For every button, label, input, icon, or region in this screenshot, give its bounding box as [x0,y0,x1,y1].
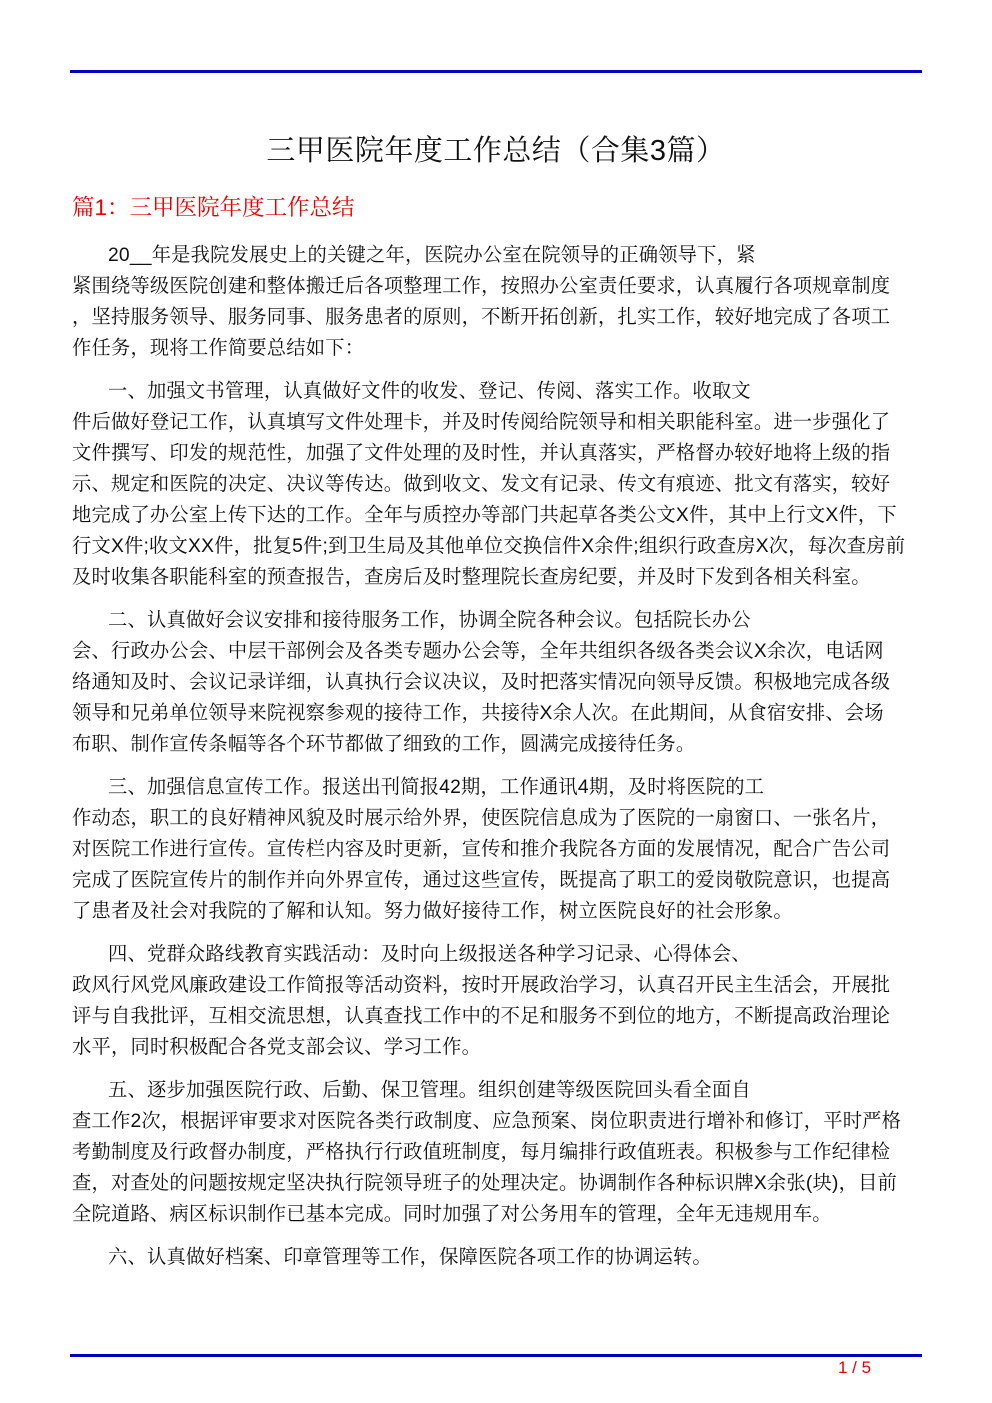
paragraph-line: 作任务，现将工作简要总结如下： [72,338,365,359]
paragraph-line: 布职、制作宣传条幅等各个环节都做了细致的工作，圆满完成接待任务。 [72,734,696,755]
paragraph-line: 紧围绕等级医院创建和整体搬迁后各项整理工作，按照办公室责任要求，认真履行各项规章制度 [72,276,891,297]
paragraph-line: 示、规定和医院的决定、决议等传达。做到收文、发文有记录、传文有痕迹、批文有落实，较好 [72,474,891,495]
paragraph-line: 20__年是我院发展史上的关键之年，医院办公室在院领导的正确领导下，紧 [108,245,756,266]
paragraph-line: 完成了医院宣传片的制作并向外界宣传，通过这些宣传，既提高了职工的爱岗敬院意识，也提高 [72,870,891,891]
paragraph-line: 作动态，职工的良好精神风貌及时展示给外界，使医院信息成为了医院的一扇窗口、一张名片， [72,808,891,829]
paragraph-line: 及时收集各职能科室的预查报告，查房后及时整理院长查房纪要，并及时下发到各相关科室。 [72,567,871,588]
paragraph-line: 文件撰写、印发的规范性，加强了文件处理的及时性，并认真落实，严格督办较好地将上级的指 [72,443,891,464]
paragraph-line: 查，对查处的问题按规定坚决执行院领导班子的处理决定。协调制作各种标识牌X余张(块)，目前 [72,1173,898,1194]
section-heading: 篇1：三甲医院年度工作总结 [72,195,355,220]
paragraph-line: 二、认真做好会议安排和接待服务工作，协调全院各种会议。包括院长办公 [108,610,751,631]
paragraph-line: 领导和兄弟单位领导来院视察参观的接待工作，共接待X余人次。在此期间，从食宿安排、会场 [72,703,884,724]
paragraph-line: 水平，同时积极配合各党支部会议、学习工作。 [72,1037,482,1058]
paragraph-line: 六、认真做好档案、印章管理等工作，保障医院各项工作的协调运转。 [108,1247,712,1268]
paragraph-line: 三、加强信息宣传工作。报送出刊简报42期，工作通讯4期，及时将医院的工 [108,777,765,798]
footer-rule [70,1354,922,1357]
paragraph-line: 件后做好登记工作，认真填写文件处理卡，并及时传阅给院领导和相关职能科室。进一步强化了 [72,412,891,433]
paragraph [72,1075,922,1230]
header-rule [70,70,922,73]
paragraph-line: 对医院工作进行宣传。宣传栏内容及时更新，宣传和推介我院各方面的发展情况，配合广告公司 [72,839,891,860]
paragraph-line: 行文X件;收文XX件，批复5件;到卫生局及其他单位交换信件X余件;组织行政查房X次，每次查房前 [72,536,906,557]
paragraph-line: 全院道路、病区标识制作已基本完成。同时加强了对公务用车的管理，全年无违规用车。 [72,1204,832,1225]
document-body [72,240,922,1285]
paragraph-line: 了患者及社会对我院的了解和认知。努力做好接待工作，树立医院良好的社会形象。 [72,901,793,922]
paragraph-line: 考勤制度及行政督办制度，严格执行行政值班制度，每月编排行政值班表。积极参与工作纪律检 [72,1142,891,1163]
paragraph-line: 查工作2次，根据评审要求对医院各类行政制度、应急预案、岗位职责进行增补和修订，平时严格 [72,1111,902,1132]
paragraph-line: 政风行风党风廉政建设工作简报等活动资料，按时开展政治学习，认真召开民主生活会，开展批 [72,975,891,996]
paragraph [72,376,922,593]
document-title: 三甲医院年度工作总结（合集3篇） [266,135,726,167]
paragraph-line: 评与自我批评，互相交流思想，认真查找工作中的不足和服务不到位的地方，不断提高政治理论 [72,1006,891,1027]
paragraph-line: 四、党群众路线教育实践活动：及时向上级报送各种学习记录、心得体会、 [108,944,751,965]
paragraph [72,772,922,927]
paragraph-line: 地完成了办公室上传下达的工作。全年与质控办等部门共起草各类公文X件，其中上行文X件，下 [72,505,897,526]
page-number: 1 / 5 [838,1358,872,1377]
paragraph-line: 一、加强文书管理，认真做好文件的收发、登记、传阅、落实工作。收取文 [108,381,751,402]
paragraph [72,939,922,1063]
paragraph-line: ，坚持服务领导、服务同事、服务患者的原则，不断开拓创新，扎实工作，较好地完成了各项工 [72,307,891,328]
paragraph [72,1242,922,1273]
paragraph-line: 五、逐步加强医院行政、后勤、保卫管理。组织创建等级医院回头看全面自 [108,1080,751,1101]
paragraph-line: 络通知及时、会议记录详细，认真执行会议决议，及时把落实情况向领导反馈。积极地完成各级 [72,672,891,693]
paragraph-line: 会、行政办公会、中层干部例会及各类专题办公会等，全年共组织各级各类会议X余次，电话网 [72,641,884,662]
paragraph [72,605,922,760]
paragraph [72,240,922,364]
